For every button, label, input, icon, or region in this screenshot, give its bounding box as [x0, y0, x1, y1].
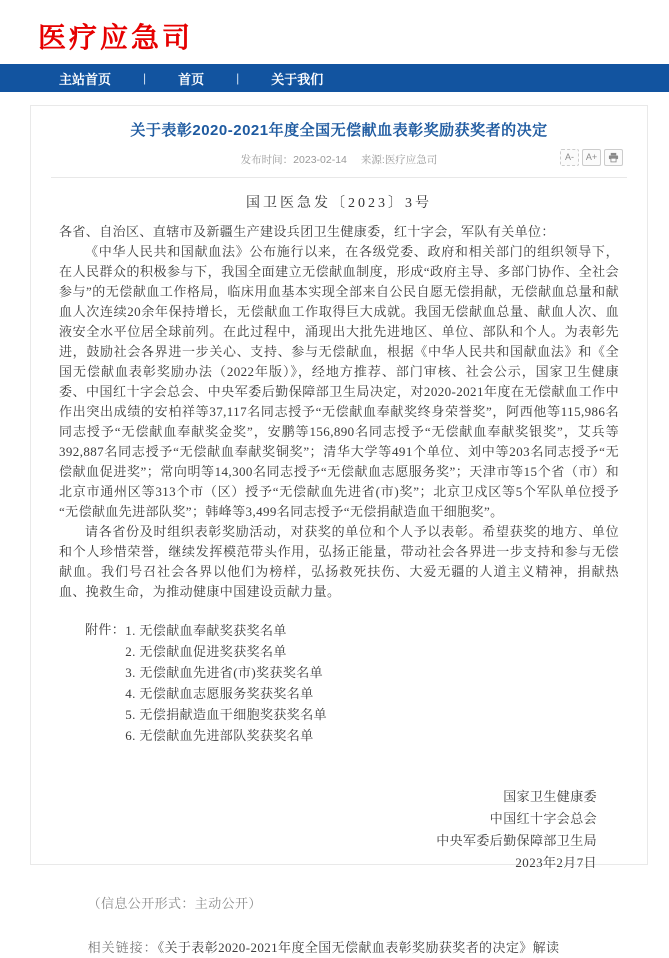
related-links-label: 相关链接：	[87, 940, 158, 955]
article-container	[30, 105, 648, 955]
article-meta	[59, 151, 619, 169]
attachment-item: 3. 无偿献血先进省(市)奖获奖名单	[125, 665, 324, 680]
printer-icon	[608, 152, 619, 163]
document-body	[59, 222, 619, 958]
attachments-label: 附件：	[85, 622, 126, 637]
attachment-item: 5. 无偿捐献造血干细胞奖获奖名单	[125, 707, 328, 722]
attachment-item: 1. 无偿献血奉献奖获奖名单	[125, 623, 287, 638]
meta-divider	[51, 177, 627, 178]
disclosure-note: （信息公开形式：主动公开）	[87, 896, 262, 911]
source-label: 来源:	[360, 154, 385, 166]
body-paragraph: 请各省份及时组织表彰奖励活动，对获奖的单位和个人予以表彰。希望获奖的地方、单位和个人珍惜荣誉，继续发挥模范带头作用，弘扬正能量，带动社会各界进一步支持和参与无偿献血。我们号召社会各界以他们为榜样，弘扬救死扶伤、大爱无疆的人道主义精神，捐献热血、挽救生命，为推动健康中国建设贡献力量。	[59, 524, 619, 599]
attachment-item: 2. 无偿献血促进奖获奖名单	[125, 644, 287, 659]
site-logo[interactable]: 医疗应急司	[38, 22, 194, 53]
nav-item-main-home[interactable]: 主站首页	[59, 71, 112, 87]
attachments-block	[59, 620, 619, 746]
font-decrease-button[interactable]: A-	[560, 149, 579, 166]
signature-org: 中国红十字会总会	[489, 811, 597, 826]
related-links-row	[59, 938, 619, 958]
attachments-list	[125, 620, 327, 746]
site-header	[0, 0, 669, 64]
body-paragraph: 《中华人民共和国献血法》公布施行以来，在各级党委、政府和相关部门的组织领导下，在人民群众的积极参与下，我国全面建立无偿献血制度，形成“政府主导、多部门协作、全社会参与”的无偿献血工作格局，临床用血基本实现全部来自公民自愿无偿捐献，无偿献血总量和献血人次连续20余年保持增长，无偿献血工作取得巨大成就。我国无偿献血总量、献血人次、血液安全水平位居全球前列。在此过程中，涌现出大批先进地区、单位、部队和个人。为表彰先进，鼓励社会各界进一步关心、支持、参与无偿献血，根据《中华人民共和国献血法》和《全国无偿献血表彰奖励办法（2022年版）》，经地方推荐、部门审核、社会公示，国家卫生健康委、中国红十字会总会、中央军委后勤保障部卫生局决定，对2020-2021年度在无偿献血工作中作出突出成绩的安柏祥等37,117名同志授予“无偿献血奉献奖终身荣誉奖”，阿西他等115,986名同志授予“无偿献血奉献奖金奖”，安鹏等156,890名同志授予“无偿献血奉献奖银奖”，艾兵等392,887名同志授予“无偿献血奉献奖铜奖”；清华大学等491个单位、刘中等203名同志授予“无偿献血促进奖”；常向明等14,300名同志授予“无偿献血志愿服务奖”；天津市等15个省（市）和北京市通州区等313个市（区）授予“无偿献血先进省(市)奖”；北京卫戍区等5个军队单位授予“无偿献血先进部队奖”；韩峰等3,499名同志授予“无偿捐献造血干细胞奖”。	[59, 244, 619, 519]
attachment-item: 6. 无偿献血先进部队奖获奖名单	[125, 728, 314, 743]
nav-item-about[interactable]: 关于我们	[271, 71, 324, 87]
nav-separator: |	[236, 71, 240, 85]
signature-org: 国家卫生健康委	[503, 789, 597, 804]
article-toolbar	[560, 149, 623, 166]
related-link[interactable]: 《关于表彰2020-2021年度全国无偿献血表彰奖励获奖者的决定》解读	[157, 940, 560, 955]
signature-block	[59, 786, 619, 874]
publish-time-value: 2023-02-14	[293, 154, 347, 166]
article-title: 关于表彰2020-2021年度全国无偿献血表彰奖励获奖者的决定	[130, 122, 548, 139]
attachment-item: 4. 无偿献血志愿服务奖获奖名单	[125, 686, 314, 701]
salutation-paragraph: 各省、自治区、直辖市及新疆生产建设兵团卫生健康委，红十字会，军队有关单位：	[59, 224, 555, 239]
nav-item-home[interactable]: 首页	[178, 71, 205, 87]
source-value: 医疗应急司	[384, 154, 438, 166]
nav-separator: |	[143, 71, 147, 85]
font-increase-button[interactable]: A+	[582, 149, 601, 166]
publish-time-label: 发布时间：	[240, 154, 294, 166]
document-number: 国卫医急发〔2023〕3号	[246, 196, 432, 211]
signature-org: 中央军委后勤保障部卫生局	[436, 833, 597, 848]
main-nav	[0, 64, 669, 92]
signature-date: 2023年2月7日	[515, 855, 597, 870]
print-button[interactable]	[604, 149, 623, 166]
